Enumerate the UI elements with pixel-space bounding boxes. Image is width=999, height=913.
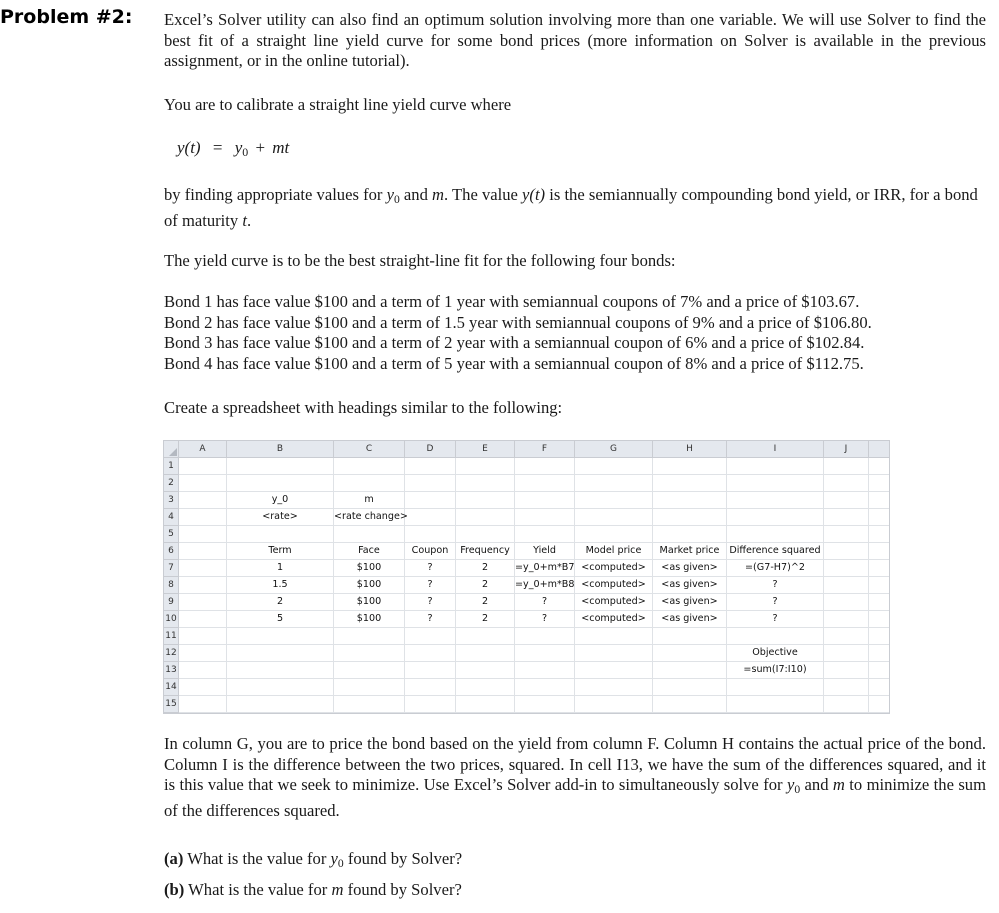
cell-d10[interactable]: ? — [405, 611, 456, 627]
cell-c8[interactable]: $100 — [334, 577, 405, 593]
cell-a4[interactable] — [179, 509, 227, 525]
bond-item: Bond 2 has face value $100 and a term of 1.5 year with semiannual coupons of 9% and a price of $106.80. — [164, 312, 872, 332]
cell-b13[interactable] — [227, 662, 334, 678]
cell-h8[interactable]: <as given> — [653, 577, 727, 593]
cell-e8[interactable]: 2 — [456, 577, 515, 593]
cell-j8[interactable] — [824, 577, 869, 593]
cell-j12[interactable] — [824, 645, 869, 661]
cell-g10[interactable]: <computed> — [575, 611, 653, 627]
cell-g2[interactable] — [575, 475, 653, 491]
cell-h1[interactable] — [653, 458, 727, 474]
cell-b10[interactable]: 5 — [227, 611, 334, 627]
cell-a13[interactable] — [179, 662, 227, 678]
row-header-13[interactable]: 13 — [164, 662, 178, 679]
cell-h9[interactable]: <as given> — [653, 594, 727, 610]
cell-e15[interactable] — [456, 696, 515, 712]
cell-f6[interactable]: Yield — [515, 543, 575, 559]
cell-i5[interactable] — [727, 526, 824, 542]
cell-d4[interactable] — [405, 509, 456, 525]
cell-d6[interactable]: Coupon — [405, 543, 456, 559]
column-header-c[interactable]: C — [334, 441, 405, 457]
row-header-14[interactable]: 14 — [164, 679, 178, 696]
cell-g14[interactable] — [575, 679, 653, 695]
problem-label: Problem #2: — [0, 6, 133, 28]
finding-text-2: and — [399, 185, 433, 204]
cell-h7[interactable]: <as given> — [653, 560, 727, 576]
cell-e11[interactable] — [456, 628, 515, 644]
sheet-row — [179, 560, 889, 577]
cell-a10[interactable] — [179, 611, 227, 627]
bond-item: Bond 3 has face value $100 and a term of 2 year with a semiannual coupon of 6% and a price of $102.84. — [164, 333, 865, 352]
row-header-1[interactable]: 1 — [164, 458, 178, 475]
cell-i9[interactable]: ? — [727, 594, 824, 610]
cell-grid — [179, 458, 889, 713]
bond-item: Bond 1 has face value $100 and a term of 1 year with semiannual coupons of 7% and a price of $103.67. — [164, 292, 860, 311]
cell-f9[interactable]: ? — [515, 594, 575, 610]
cell-h5[interactable] — [653, 526, 727, 542]
cell-j5[interactable] — [824, 526, 869, 542]
cell-a5[interactable] — [179, 526, 227, 542]
cell-j15[interactable] — [824, 696, 869, 712]
cell-d5[interactable] — [405, 526, 456, 542]
column-header-h[interactable]: H — [653, 441, 727, 457]
select-all-corner[interactable] — [164, 441, 179, 458]
question-a-label: (a) — [164, 849, 184, 868]
cell-i11[interactable] — [727, 628, 824, 644]
row-header-9[interactable]: 9 — [164, 594, 178, 611]
cell-c5[interactable] — [334, 526, 405, 542]
cell-d3[interactable] — [405, 492, 456, 508]
cell-b15[interactable] — [227, 696, 334, 712]
create-paragraph: Create a spreadsheet with headings similar to the following: — [164, 398, 563, 417]
finding-text-3: . The value — [444, 185, 523, 204]
cell-d2[interactable] — [405, 475, 456, 491]
cell-g4[interactable] — [575, 509, 653, 525]
cell-e9[interactable]: 2 — [456, 594, 515, 610]
question-b-text-2: found by Solver? — [343, 880, 462, 899]
cell-b3[interactable]: y_0 — [227, 492, 334, 508]
cell-g15[interactable] — [575, 696, 653, 712]
cell-i3[interactable] — [727, 492, 824, 508]
cell-f10[interactable]: ? — [515, 611, 575, 627]
question-b — [164, 880, 462, 900]
intro-paragraph: Excel’s Solver utility can also find an optimum solution involving more than one variable. We will use Solver to find the best fit of a straight line yield curve for some bond prices (more information on Solver is available in the previous assignment, or in the online tutorial). — [164, 10, 986, 70]
cell-i2[interactable] — [727, 475, 824, 491]
question-a-text-1: What is the value for — [183, 849, 331, 868]
cell-c14[interactable] — [334, 679, 405, 695]
cell-f2[interactable] — [515, 475, 575, 491]
sheet-row — [179, 526, 889, 543]
row-header-5[interactable]: 5 — [164, 526, 178, 543]
cell-b1[interactable] — [227, 458, 334, 474]
cell-i1[interactable] — [727, 458, 824, 474]
equation-lhs: y(t) — [177, 138, 201, 157]
cell-h4[interactable] — [653, 509, 727, 525]
cell-d1[interactable] — [405, 458, 456, 474]
cell-j1[interactable] — [824, 458, 869, 474]
cell-d13[interactable] — [405, 662, 456, 678]
cell-j7[interactable] — [824, 560, 869, 576]
cell-e12[interactable] — [456, 645, 515, 661]
column-text-1: In column G, you are to price the bond based on the yield from column F. Column H contains the actual price of the bond. Column I is the difference between the two prices, squared. In cell I13, we have the sum of the differences squared, and it is this value that we seek to minimize. Use Excel’s Solver add-in to simultaneously solve for — [164, 734, 986, 794]
cell-i6[interactable]: Difference squared — [727, 543, 824, 559]
sheet-row — [179, 645, 889, 662]
column-header-f[interactable]: F — [515, 441, 575, 457]
equation-y0: y — [234, 138, 243, 157]
bond-list — [164, 292, 872, 374]
sheet-row — [179, 662, 889, 679]
cell-c13[interactable] — [334, 662, 405, 678]
cell-f4[interactable] — [515, 509, 575, 525]
column-header-g[interactable]: G — [575, 441, 653, 457]
cell-g1[interactable] — [575, 458, 653, 474]
cell-b5[interactable] — [227, 526, 334, 542]
cell-c11[interactable] — [334, 628, 405, 644]
cell-c2[interactable] — [334, 475, 405, 491]
row-header-12[interactable]: 12 — [164, 645, 178, 662]
cell-j6[interactable] — [824, 543, 869, 559]
cell-j9[interactable] — [824, 594, 869, 610]
cell-g3[interactable] — [575, 492, 653, 508]
cell-d15[interactable] — [405, 696, 456, 712]
cell-g5[interactable] — [575, 526, 653, 542]
column-y-sub: 0 — [794, 783, 801, 796]
cell-i12[interactable]: Objective — [727, 645, 824, 661]
cell-g8[interactable]: <computed> — [575, 577, 653, 593]
cell-g11[interactable] — [575, 628, 653, 644]
cell-c7[interactable]: $100 — [334, 560, 405, 576]
cell-c9[interactable]: $100 — [334, 594, 405, 610]
column-header-b[interactable]: B — [227, 441, 334, 457]
question-b-label: (b) — [164, 880, 185, 899]
cell-h3[interactable] — [653, 492, 727, 508]
question-b-text-1: What is the value for — [184, 880, 332, 899]
cell-j4[interactable] — [824, 509, 869, 525]
question-b-m: m — [331, 880, 344, 899]
cell-f1[interactable] — [515, 458, 575, 474]
cell-d12[interactable] — [405, 645, 456, 661]
finding-t: t — [242, 210, 247, 230]
yield-equation — [177, 138, 289, 160]
cell-a7[interactable] — [179, 560, 227, 576]
calibrate-paragraph: You are to calibrate a straight line yield curve where — [164, 95, 512, 114]
cell-g6[interactable]: Model price — [575, 543, 653, 559]
cell-g7[interactable]: <computed> — [575, 560, 653, 576]
cell-f15[interactable] — [515, 696, 575, 712]
cell-i7[interactable]: =(G7-H7)^2 — [727, 560, 824, 576]
cell-d11[interactable] — [405, 628, 456, 644]
cell-i4[interactable] — [727, 509, 824, 525]
row-header-4[interactable]: 4 — [164, 509, 178, 526]
cell-e1[interactable] — [456, 458, 515, 474]
cell-b14[interactable] — [227, 679, 334, 695]
select-all-icon — [169, 448, 177, 456]
question-a-y: y — [330, 849, 338, 868]
cell-j13[interactable] — [824, 662, 869, 678]
column-header-i[interactable]: I — [727, 441, 824, 457]
cell-h10[interactable]: <as given> — [653, 611, 727, 627]
cell-f13[interactable] — [515, 662, 575, 678]
finding-text-5: . — [246, 210, 252, 230]
cell-h12[interactable] — [653, 645, 727, 661]
cell-d9[interactable]: ? — [405, 594, 456, 610]
question-a-text-2: found by Solver? — [343, 849, 463, 868]
finding-paragraph — [164, 185, 986, 231]
cell-a6[interactable] — [179, 543, 227, 559]
sheet-row — [179, 611, 889, 628]
cell-e2[interactable] — [456, 475, 515, 491]
cell-e13[interactable] — [456, 662, 515, 678]
cell-f11[interactable] — [515, 628, 575, 644]
cell-f8[interactable]: =y_0+m*B8 — [515, 577, 575, 593]
sheet-row — [179, 594, 889, 611]
row-header-2[interactable]: 2 — [164, 475, 178, 492]
sheet-row — [179, 475, 889, 492]
cell-e5[interactable] — [456, 526, 515, 542]
row-header-7[interactable]: 7 — [164, 560, 178, 577]
cell-j2[interactable] — [824, 475, 869, 491]
column-header-j[interactable]: J — [824, 441, 869, 457]
cell-b8[interactable]: 1.5 — [227, 577, 334, 593]
sheet-row — [179, 458, 889, 475]
row-header-10[interactable]: 10 — [164, 611, 178, 628]
cell-e3[interactable] — [456, 492, 515, 508]
column-header-d[interactable]: D — [405, 441, 456, 457]
finding-yt: y(t) — [522, 185, 546, 204]
cell-j11[interactable] — [824, 628, 869, 644]
column-header-a[interactable]: A — [179, 441, 227, 457]
sheet-row — [179, 577, 889, 594]
column-header-e[interactable]: E — [456, 441, 515, 457]
question-a-y-sub: 0 — [337, 857, 344, 870]
cell-i15[interactable] — [727, 696, 824, 712]
cell-g12[interactable] — [575, 645, 653, 661]
cell-i14[interactable] — [727, 679, 824, 695]
cell-h6[interactable]: Market price — [653, 543, 727, 559]
cell-a2[interactable] — [179, 475, 227, 491]
row-header-6[interactable]: 6 — [164, 543, 178, 560]
cell-j10[interactable] — [824, 611, 869, 627]
cell-b6[interactable]: Term — [227, 543, 334, 559]
cell-a1[interactable] — [179, 458, 227, 474]
cell-a11[interactable] — [179, 628, 227, 644]
column-headers — [179, 441, 889, 458]
cell-e7[interactable]: 2 — [456, 560, 515, 576]
column-paragraph — [164, 734, 986, 821]
cell-a9[interactable] — [179, 594, 227, 610]
cell-c1[interactable] — [334, 458, 405, 474]
finding-text-4: is the semiannually compounding bond yield, or IRR, for a bond of maturity — [164, 185, 978, 230]
cell-a8[interactable] — [179, 577, 227, 593]
column-m: m — [832, 775, 845, 794]
cell-c12[interactable] — [334, 645, 405, 661]
column-y: y — [786, 775, 795, 794]
cell-e6[interactable]: Frequency — [456, 543, 515, 559]
finding-y: y — [386, 185, 394, 204]
cell-c3[interactable]: m — [334, 492, 405, 508]
cell-f5[interactable] — [515, 526, 575, 542]
finding-y-sub: 0 — [393, 193, 400, 206]
cell-i10[interactable]: ? — [727, 611, 824, 627]
cell-a12[interactable] — [179, 645, 227, 661]
cell-i13[interactable]: =sum(I7:I10) — [727, 662, 824, 678]
cell-b9[interactable]: 2 — [227, 594, 334, 610]
cell-h15[interactable] — [653, 696, 727, 712]
cell-g13[interactable] — [575, 662, 653, 678]
cell-d8[interactable]: ? — [405, 577, 456, 593]
cell-a14[interactable] — [179, 679, 227, 695]
cell-i8[interactable]: ? — [727, 577, 824, 593]
sheet-row — [179, 543, 889, 560]
row-header-15[interactable]: 15 — [164, 696, 178, 713]
fit-paragraph: The yield curve is to be the best straight-line fit for the following four bonds: — [164, 251, 676, 270]
finding-m: m — [432, 185, 445, 204]
cell-c6[interactable]: Face — [334, 543, 405, 559]
cell-a3[interactable] — [179, 492, 227, 508]
column-text-2: and — [800, 775, 833, 794]
cell-f3[interactable] — [515, 492, 575, 508]
cell-b2[interactable] — [227, 475, 334, 491]
cell-b7[interactable]: 1 — [227, 560, 334, 576]
finding-text-1: by finding appropriate values for — [164, 185, 387, 204]
cell-h11[interactable] — [653, 628, 727, 644]
cell-f14[interactable] — [515, 679, 575, 695]
sheet-row — [179, 509, 889, 526]
cell-h13[interactable] — [653, 662, 727, 678]
cell-g9[interactable]: <computed> — [575, 594, 653, 610]
row-header-11[interactable]: 11 — [164, 628, 178, 645]
equation-rhs: mt — [272, 138, 290, 157]
column-text-3: to minimize the sum of the differences squared. — [164, 775, 987, 820]
cell-j14[interactable] — [824, 679, 869, 695]
bond-item: Bond 4 has face value $100 and a term of 5 year with a semiannual coupon of 8% and a price of $112.75. — [164, 353, 864, 373]
cell-b12[interactable] — [227, 645, 334, 661]
sheet-row — [179, 679, 889, 696]
sheet-row — [179, 628, 889, 645]
cell-b4[interactable]: <rate> — [227, 509, 334, 525]
cell-f7[interactable]: =y_0+m*B7 — [515, 560, 575, 576]
equation-y0-sub: 0 — [242, 145, 249, 159]
cell-h2[interactable] — [653, 475, 727, 491]
cell-f12[interactable] — [515, 645, 575, 661]
equation-equals: = — [212, 138, 223, 157]
cell-d14[interactable] — [405, 679, 456, 695]
cell-j3[interactable] — [824, 492, 869, 508]
row-header-3[interactable]: 3 — [164, 492, 178, 509]
cell-c15[interactable] — [334, 696, 405, 712]
cell-c10[interactable]: $100 — [334, 611, 405, 627]
cell-a15[interactable] — [179, 696, 227, 712]
sheet-row — [179, 492, 889, 509]
row-headers — [164, 458, 179, 713]
cell-b11[interactable] — [227, 628, 334, 644]
sheet-row — [179, 696, 889, 713]
equation-plus: + — [255, 138, 266, 157]
row-header-8[interactable]: 8 — [164, 577, 178, 594]
cell-c4[interactable]: <rate change> — [334, 509, 405, 525]
cell-d7[interactable]: ? — [405, 560, 456, 576]
spreadsheet — [163, 440, 890, 714]
cell-h14[interactable] — [653, 679, 727, 695]
question-a — [164, 849, 462, 870]
cell-e14[interactable] — [456, 679, 515, 695]
cell-e10[interactable]: 2 — [456, 611, 515, 627]
cell-e4[interactable] — [456, 509, 515, 525]
